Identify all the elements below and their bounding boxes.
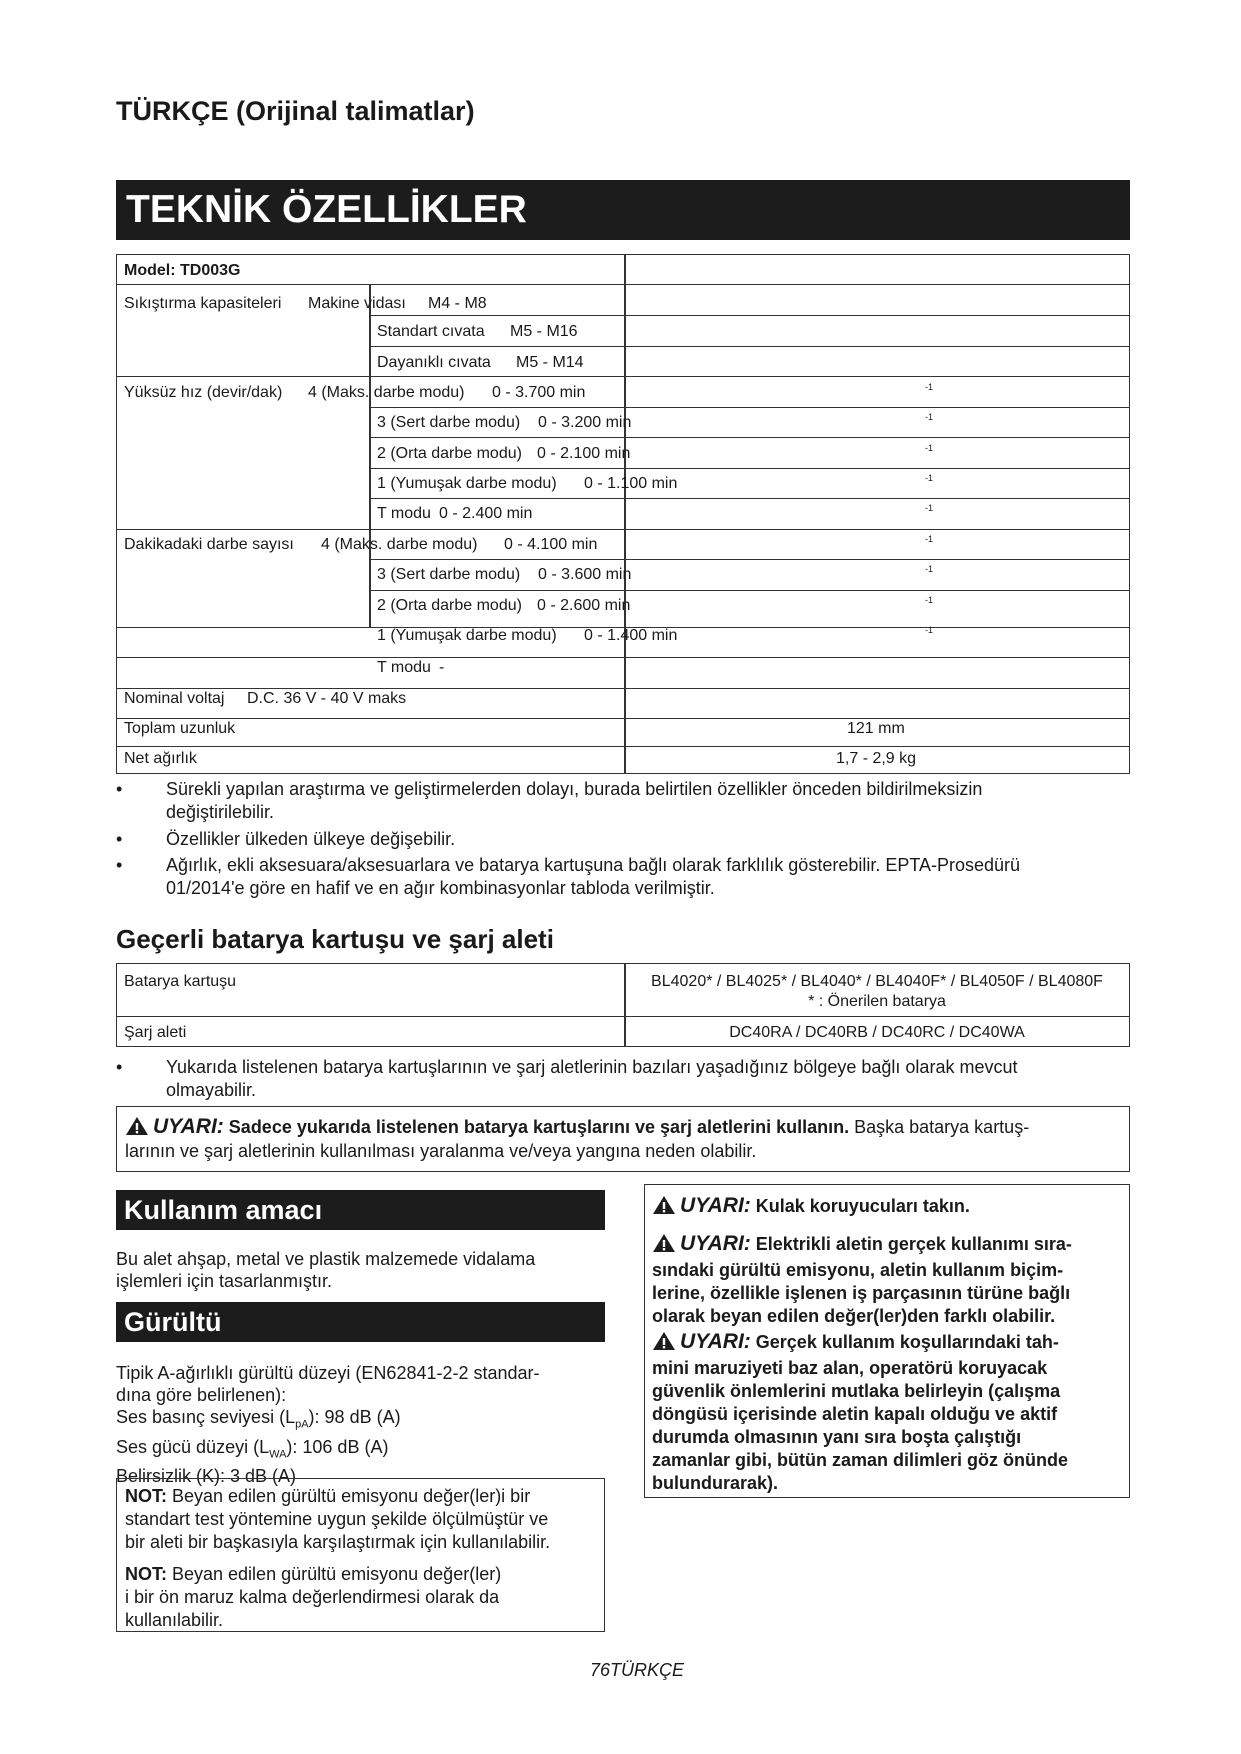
bullet: • <box>116 829 123 849</box>
note: NOT: Beyan edilen gürültü emisyonu değer(ler) i bir ön maruz kalma değerlendirmesi olarak da kullanılabilir. <box>125 1564 502 1630</box>
footer-language: TÜRKÇE <box>610 1660 685 1680</box>
spec-value: 1,7 - 2,9 kg <box>836 750 917 767</box>
battery-value: BL4020* / BL4025* / BL4040* / BL4040F* / BL4050F / BL4080F <box>651 973 1103 990</box>
row-line <box>369 437 1129 438</box>
spec-label: Sıkıştırma kapasiteleri <box>124 295 282 312</box>
battery-label: Batarya kartuşu <box>124 973 237 990</box>
page-footer <box>590 1660 684 1681</box>
bullet-text: Sürekli yapılan araştırma ve geliştirmelerden dolayı, burada belirtilen özellikler önceden bildirilmeksizin <box>166 779 983 799</box>
spec-value: 0 - 3.700 min <box>492 384 586 401</box>
row-line <box>369 468 1129 469</box>
model-label: Model: TD003G <box>124 262 241 279</box>
page-language-title: TÜRKÇE (Orijinal talimatlar) <box>116 96 475 126</box>
spec-value: 0 - 1.100 min <box>584 475 678 492</box>
warning-word: UYARI: <box>153 1115 224 1138</box>
warning-triangle-icon <box>652 1195 676 1221</box>
spec-exp: -1 <box>925 473 934 483</box>
spec-value: 0 - 1.400 min <box>584 627 678 644</box>
spec-exp: -1 <box>925 412 934 422</box>
battery-table <box>116 963 1130 1047</box>
spec-value: 0 - 4.100 min <box>504 536 598 553</box>
spec-section-title: TEKNİK ÖZELLİKLER <box>116 180 1130 240</box>
spec-sub: 1 (Yumuşak darbe modu) <box>377 627 557 644</box>
spec-value: M5 - M14 <box>516 354 584 371</box>
bullet-text: Ağırlık, ekli aksesuara/aksesuarlara ve batarya kartuşuna bağlı olarak farklılık gösterebilir. EPTA-Prosedürü <box>166 855 1021 875</box>
spec-exp: -1 <box>925 625 934 635</box>
spec-value: 0 - 3.200 min <box>538 414 632 431</box>
spec-sub: T modu <box>377 659 431 676</box>
row-line <box>117 1016 1129 1017</box>
spec-label: Toplam uzunluk <box>124 720 236 737</box>
spec-sub: 4 (Maks. darbe modu) <box>321 536 478 553</box>
bullet: • <box>116 855 123 875</box>
row-line <box>369 346 1129 347</box>
row-line <box>117 688 1129 689</box>
spec-sub: Makine vidası <box>308 295 406 312</box>
spec-table <box>116 254 1130 774</box>
bullet-text: değiştirilebilir. <box>166 802 275 822</box>
spec-sub: 3 (Sert darbe modu) <box>377 414 521 431</box>
spec-sub: 3 (Sert darbe modu) <box>377 566 521 583</box>
spec-exp: -1 <box>925 503 934 513</box>
spec-value: 121 mm <box>847 720 905 737</box>
warning-triangle-icon <box>652 1331 676 1357</box>
spec-sub: 2 (Orta darbe modu) <box>377 597 522 614</box>
spec-exp: -1 <box>925 534 934 544</box>
battery-warning-box <box>116 1106 1130 1172</box>
noise-notes-box <box>116 1478 605 1632</box>
bullet-text: olmayabilir. <box>166 1080 257 1100</box>
charger-label: Şarj aleti <box>124 1024 187 1041</box>
noise-line: dına göre belirlenen): <box>116 1385 287 1405</box>
charger-value: DC40RA / DC40RB / DC40RC / DC40WA <box>729 1024 1025 1041</box>
spec-value: 0 - 2.100 min <box>537 445 631 462</box>
spec-sub: 2 (Orta darbe modu) <box>377 445 522 462</box>
spec-table-divider <box>624 255 626 773</box>
spec-label: Net ağırlık <box>124 750 197 767</box>
page-number: 76 <box>590 1660 611 1680</box>
spec-value: 0 - 2.600 min <box>537 597 631 614</box>
noise-text <box>116 1362 540 1487</box>
row-line <box>369 315 1129 316</box>
exposure-warning: UYARI: Gerçek kullanım koşullarındaki tah- mini maruziyeti baz alan, operatörü koruyacak güvenlik önlemlerini mutlaka belirleyin (çalışma döngüsü içerisinde aletin kapalı olduğu ve aktif durumda olmasının yanı sıra boşta çalıştığı zamanlar gibi, bütün zaman dilimleri göz önünde bulundurarak). <box>652 1330 1069 1493</box>
spec-sub: Standart cıvata <box>377 323 485 340</box>
usage-line: Bu alet ahşap, metal ve plastik malzemede vidalama <box>116 1249 536 1269</box>
spec-exp: -1 <box>925 382 934 392</box>
warning-bold-text: Sadece yukarıda listelenen batarya kartuşlarını ve şarj aletlerini kullanın. <box>228 1117 850 1137</box>
spec-sub: Dayanıklı cıvata <box>377 354 491 371</box>
noise-line: Tipik A-ağırlıklı gürültü düzeyi (EN62841-2-2 standar- <box>116 1363 540 1383</box>
row-line <box>369 498 1129 499</box>
warning-triangle-icon <box>652 1233 676 1259</box>
row-line <box>369 559 1129 560</box>
spec-sub: 4 (Maks. darbe modu) <box>308 384 465 401</box>
spec-exp: -1 <box>925 564 934 574</box>
spec-sub: 1 (Yumuşak darbe modu) <box>377 475 557 492</box>
sound-power-level: Ses gücü düzeyi $(L_{WA})$: 106 dB (A) <box>116 1436 389 1461</box>
spec-notes <box>116 778 1130 898</box>
uncertainty: Belirsizlik (K): 3 dB (A) <box>116 1466 297 1487</box>
spec-label: Dakikadaki darbe sayısı <box>124 536 294 553</box>
spec-label: Nominal voltaj <box>124 690 225 707</box>
spec-sub: T modu <box>377 505 431 522</box>
warning-text: Başka batarya kartuş- <box>854 1117 1030 1137</box>
spec-value: 0 - 3.600 min <box>538 566 632 583</box>
row-line <box>117 657 1129 658</box>
row-line <box>117 284 1129 285</box>
bullet-text: Yukarıda listelenen batarya kartuşlarının ve şarj aletlerinin bazıları yaşadığınız bölgeye bağlı olarak mevcut <box>166 1057 1018 1077</box>
bullet-text: 01/2014'e göre en hafif ve en ağır kombinasyonlar tabloda verilmiştir. <box>166 878 715 898</box>
ear-protection-warning: UYARI: Kulak koruyucuları takın. <box>652 1194 1122 1221</box>
bullet: • <box>116 779 123 799</box>
warning-triangle-icon <box>125 1116 149 1142</box>
spec-exp: -1 <box>925 595 934 605</box>
bullet-text: Özellikler ülkeden ülkeye değişebilir. <box>166 829 456 849</box>
battery-note: * : Önerilen batarya <box>808 993 946 1010</box>
spec-value: D.C. 36 V - 40 V maks <box>247 690 407 707</box>
spec-exp: -1 <box>925 443 934 453</box>
note: NOT: Beyan edilen gürültü emisyonu değer(ler)i bir standart test yöntemine uygun şekilde ölçülmüştür ve bir aleti bir başkasıyla karşılaştırmak için kullanılabilir. <box>125 1486 551 1552</box>
usage-line: işlemleri için tasarlanmıştır. <box>116 1271 333 1291</box>
row-line <box>369 407 1129 408</box>
spec-value: M4 - M8 <box>428 295 487 312</box>
row-line <box>369 590 1129 591</box>
row-line <box>117 529 1129 530</box>
bullet: • <box>116 1057 123 1077</box>
warning-text: larının ve şarj aletlerinin kullanılması yaralanma ve/veya yangına neden olabilir. <box>125 1141 757 1161</box>
spec-value: M5 - M16 <box>510 323 578 340</box>
usage-text <box>116 1248 535 1292</box>
row-line <box>117 746 1129 747</box>
battery-notes <box>116 1056 1130 1102</box>
battery-section-title: Geçerli batarya kartuşu ve şarj aleti <box>116 924 554 954</box>
spec-label: Yüksüz hız (devir/dak) <box>124 384 283 401</box>
usage-section-title: Kullanım amacı <box>116 1190 605 1230</box>
row-line <box>117 718 1129 719</box>
noise-section-title: Gürültü <box>116 1302 605 1342</box>
spec-value: - <box>439 659 445 676</box>
sound-pressure-level: Ses basınç seviyesi $(L_{pA})$: 98 dB (A) <box>116 1407 401 1431</box>
spec-value: 0 - 2.400 min <box>439 505 533 522</box>
row-line <box>117 376 1129 377</box>
noise-emission-warning: UYARI: Elektrikli aletin gerçek kullanımı sıra- sındaki gürültü emisyonu, aletin kullanım biçim- lerine, özellikle işlenen iş parçasının türüne bağlı olarak beyan edilen değer(ler)den farklı olabilir. <box>652 1232 1072 1326</box>
